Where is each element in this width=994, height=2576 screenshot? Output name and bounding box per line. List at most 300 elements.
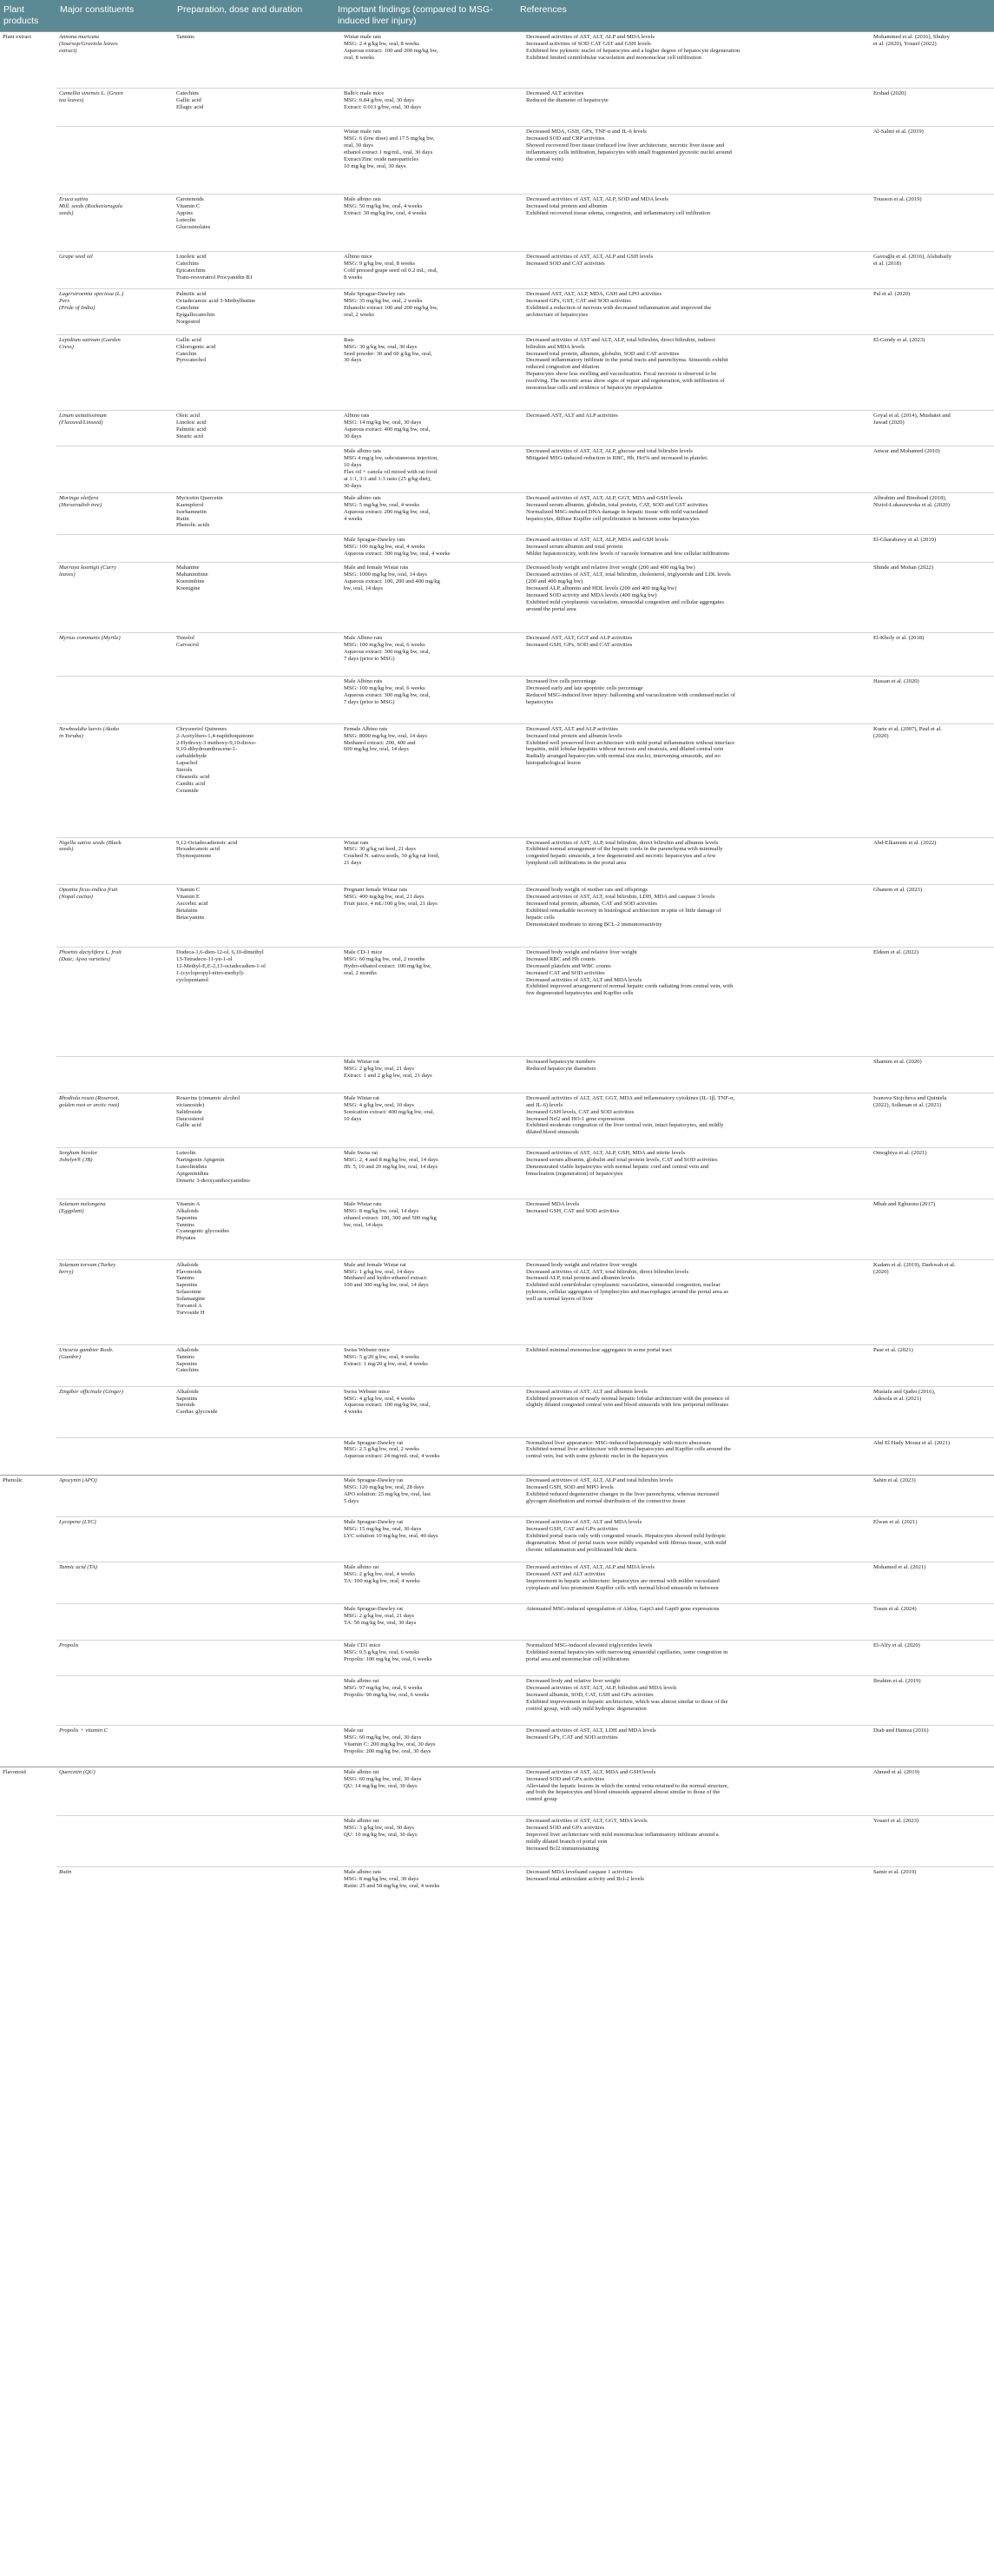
preparation-item-list: [337, 1642, 514, 1663]
product-line: Sorghum bicolor: [59, 1150, 98, 1156]
reference-line: Shamim et al. (2020): [873, 1059, 922, 1066]
constituent-line: Luteolin: [176, 1150, 196, 1156]
product-line: Murraya koenigii (Curry: [59, 565, 116, 571]
finding-item: • control group, with only mild hydropic degeneration: [526, 1706, 868, 1713]
finding-item: • Increased CAT and SOD activities: [526, 970, 868, 977]
preparation-item: • Propolis: 90 mg/kg bw, oral, 6 weeks: [344, 1692, 514, 1699]
reference-cell: [871, 1816, 994, 1867]
table-row: [0, 563, 994, 633]
product-line: Quercetin (QU): [59, 1768, 95, 1775]
reference-cell: [871, 334, 994, 410]
product-line: in Yoruba): [59, 732, 83, 739]
reference-cell: [871, 32, 994, 89]
preparation-item: • Aqueous extract: 200 mg/kg bw, oral,: [344, 509, 514, 516]
preparation-item-list: [337, 448, 514, 489]
product-cell: [56, 1867, 174, 1903]
preparation-cell: [334, 633, 517, 677]
preparation-item-list: [337, 1869, 514, 1890]
category-cell: [0, 563, 56, 633]
constituent-line: Chlorogenic acid: [176, 343, 216, 350]
preparation-item: • QU: 14 mg/kg bw, oral, 30 days: [344, 1783, 514, 1790]
table-row: [0, 1816, 994, 1867]
constituent-line: Lapachol: [176, 760, 198, 767]
preparation-item: • MSG: 50 mg/kg bw, oral, 4 weeks: [344, 203, 514, 210]
finding-item: • Exhibited normal hepatocytes with narrowing sinusoidal capillaries, some congestion in: [526, 1649, 868, 1656]
preparation-cell: [334, 1344, 517, 1386]
findings-cell: [517, 1199, 871, 1259]
preparation-item: • Male Sprague-Dawley rat: [344, 1440, 514, 1447]
finding-item: • Decreased activities of AST, ALT, ALP, bilirubin and MDA levels: [526, 1685, 868, 1692]
constituent-line: Vitamin A: [176, 1200, 201, 1207]
header-cell: Important findings (compared to MSG-induced liver injury): [334, 0, 517, 32]
finding-item: • binucleation (regeneration) of hepatocytes: [526, 1171, 868, 1178]
constituent-line: Steroids: [176, 1402, 195, 1409]
finding-item: • Increased GPx, CAT and SOD activities: [526, 1734, 868, 1741]
finding-item: • hepatocytes: [526, 699, 868, 706]
finding-item: • Exhibited recovered tissue edema, congestion, and inflammatory cell infiltration: [526, 210, 868, 217]
preparation-cell: [334, 1386, 517, 1437]
preparation-item-list: [337, 1150, 514, 1171]
product-line: Annona muricata: [59, 34, 99, 40]
finding-item: • Decreased body weight and relative liver weight: [526, 949, 868, 956]
product-line: Nigella sativa seeds (Black: [59, 839, 122, 846]
preparation-item: • Ethanolic extract 100 and 200 mg/kg bw,: [344, 305, 514, 312]
finding-item: • Decreased activities of AST and ALT, ALP, total bilirubin, direct bilirubin, indirect: [526, 337, 868, 344]
category-cell: [0, 410, 56, 446]
finding-item: • Increased live cells percentage: [526, 678, 868, 685]
finding-item: • Increased SOD and CAT activities: [526, 261, 868, 268]
reference-line: Ghanem et al. (2023): [873, 887, 923, 893]
category-cell: [0, 723, 56, 837]
finding-item: • Milder hepatotoxicity, with few levels of vacuole formation and few cellular infiltrations: [526, 551, 868, 558]
finding-item-list: [519, 129, 868, 163]
finding-item: • Decreased activities of ALT, AST, GGT, MDA and inflammatory cytokines (IL-1β, TNF-α,: [526, 1095, 868, 1102]
preparation-cell: [334, 1199, 517, 1259]
findings-cell: [517, 723, 871, 837]
reference-line: Hassan et al. (2020): [873, 678, 919, 685]
finding-item: • Hepatocytes show less swelling and vacuolization. Focal necrosis is observed to be: [526, 371, 868, 378]
preparation-item: • Male Albino rats: [344, 678, 514, 685]
finding-item: • Increased hepatocyte numbers: [526, 1059, 868, 1066]
preparation-item: • Methanol extract: 200, 400 and: [344, 740, 514, 747]
constituent-line: 13-Tetradece-11-yn-1-ol: [176, 955, 233, 962]
finding-item-list: [519, 1642, 868, 1663]
findings-cell: [517, 492, 871, 534]
product-cell: [56, 1816, 174, 1867]
reference-cell: [871, 289, 994, 334]
preparation-cell: [334, 1725, 517, 1767]
preparation-item-list: [337, 413, 514, 440]
finding-item: • (200 and 400 mg/kg bw): [526, 578, 868, 585]
preparation-item-list: [337, 254, 514, 281]
preparation-cell: [334, 1093, 517, 1147]
reference-line: Ahmed et al. (2019): [873, 1768, 920, 1775]
preparation-item: • Male Sprague-Dawley rats: [344, 291, 514, 298]
finding-item-list: [519, 1440, 868, 1461]
preparation-item: • MSG: 1 g/kg bw, oral, 14 days: [344, 1269, 514, 1276]
table-row: [0, 251, 994, 289]
finding-item-list: [519, 1389, 868, 1410]
category-cell: [0, 1344, 56, 1386]
reference-line: Pal et al. (2020): [873, 291, 911, 298]
finding-item: • Exhibited improved arrangement of normal hepatic cords radiating from central vein, with: [526, 983, 868, 990]
product-cell: [56, 1476, 174, 1517]
preparation-item: • Vitamin C: 200 mg/kg bw, oral, 30 days: [344, 1741, 514, 1748]
table-row: [0, 1767, 994, 1816]
constituent-line: Catechins: [176, 90, 200, 97]
finding-item: • Increased SOD and CRP activities: [526, 135, 868, 142]
preparation-item: • Flax oil + canola oil mixed with rat food: [344, 469, 514, 476]
product-line: Rhodiola rosea (Roseroot,: [59, 1094, 120, 1101]
product-line: Propolis: [59, 1641, 79, 1648]
preparation-item: • Male albino rat: [344, 1678, 514, 1685]
findings-cell: [517, 1437, 871, 1476]
finding-item: • Reduced MSG-induced liver injury: ballooning and vacuolization with condensed nuclei of: [526, 692, 868, 699]
preparation-item: • Crushed N. sativa seeds, 30 g/kg rat food,: [344, 853, 514, 860]
preparation-item-list: [337, 1606, 514, 1627]
product-line: Lagerstroemia speciosa (L.): [59, 291, 124, 298]
reference-line: Anwar and Mohamed (2010): [873, 448, 940, 455]
finding-item-list: [519, 840, 868, 868]
finding-item: • Decreased MDA levels: [526, 1201, 868, 1208]
finding-item: • chronic inflammation and proliferated bile ducts: [526, 1547, 868, 1554]
product-cell: [56, 1199, 174, 1259]
reference-line: Ibrahim et al. (2019): [873, 1678, 921, 1685]
product-cell: [56, 633, 174, 677]
finding-item-list: [519, 291, 868, 319]
reference-line: Mustafa and Qader (2016),: [873, 1388, 936, 1395]
product-line: Lycopene (LYC): [59, 1519, 96, 1526]
constituent-line: Torvanol A: [176, 1303, 202, 1310]
preparation-item: • Wistar rats: [344, 840, 514, 847]
product-line: Jobelyn® (JB): [59, 1156, 93, 1163]
preparation-item: • MSG: 2.4 g/kg bw, oral, 8 weeks: [344, 41, 514, 48]
reference-line: Niziol-Lukaszewska et al. (2020): [873, 501, 950, 508]
finding-item: • Increased GSH, SOD and MPO levels: [526, 1484, 868, 1491]
constituents-cell: [174, 1476, 334, 1517]
product-line: (Gambir): [59, 1353, 81, 1360]
findings-cell: [517, 1604, 871, 1640]
preparation-cell: [334, 126, 517, 194]
preparation-item-list: [337, 1440, 514, 1461]
reference-line: Omogbiya et al. (2021): [873, 1150, 927, 1156]
findings-cell: [517, 837, 871, 885]
product-line: Propolis + vitamin C: [59, 1727, 109, 1734]
finding-item: • Reduced hepatocyte diameters: [526, 1066, 868, 1073]
preparation-item: • Male and female Wistar rats: [344, 565, 514, 571]
product-cell: [56, 885, 174, 948]
product-line: leaves): [59, 571, 76, 578]
findings-cell: [517, 1676, 871, 1726]
preparation-cell: [334, 534, 517, 563]
preparation-item: • MSG: 400 mg/kg bw, oral, 21 days: [344, 894, 514, 901]
constituents-cell: [174, 410, 334, 446]
preparation-item: • Hydro-ethanol extract: 100 mg/kg bw,: [344, 963, 514, 970]
finding-item-list: [519, 34, 868, 62]
preparation-cell: [334, 32, 517, 89]
product-line: Camellia sinensis L. (Green: [59, 90, 123, 97]
preparation-item: • MSG: 60 mg/kg bw, oral, 30 days: [344, 1734, 514, 1741]
preparation-item: • ethanol extract 1 mg/mL, oral, 30 days: [344, 149, 514, 156]
constituent-line: Carvacrol: [176, 641, 199, 648]
preparation-item-list: [337, 1769, 514, 1790]
constituents-cell: [174, 89, 334, 127]
reference-line: Shinde and Mohan (2022): [873, 565, 934, 571]
finding-item: • Exhibited moderate congestion of the liver central vein, intact hepatocytes, and mildly: [526, 1122, 868, 1129]
constituent-line: Tannins: [176, 1221, 194, 1228]
preparation-item: • JB: 5, 10 and 20 mg/kg bw, oral, 14 days: [344, 1164, 514, 1171]
product-line: (Eggplant): [59, 1207, 84, 1214]
product-cell: [56, 334, 174, 410]
table-row: [0, 534, 994, 563]
finding-item: • Demonstrated moderate to strong BCL-2 immunoreactivity: [526, 921, 868, 928]
category-cell: [0, 1640, 56, 1675]
reference-line: Tosun et al. (2024): [873, 1606, 917, 1613]
preparation-item: • Wistar male rats: [344, 34, 514, 41]
preparation-item: • MSG: 0.84 g/bw, oral, 30 days: [344, 97, 514, 104]
constituent-line: Appins: [176, 210, 194, 217]
constituent-line: Luteolin: [176, 217, 196, 224]
preparation-item-list: [337, 196, 514, 217]
finding-item-list: [519, 1477, 868, 1505]
finding-item: • Exhibited portal tracts only with congested vessels. Hepatocytes showed mild hydropic: [526, 1533, 868, 1540]
constituent-line: Solamargine: [176, 1296, 206, 1303]
findings-cell: [517, 1767, 871, 1816]
preparation-item: • at 1:1, 3:1 and 1:3 ratio (25 g/kg diet),: [344, 476, 514, 483]
table-row: [0, 1093, 994, 1147]
preparation-cell: [334, 289, 517, 334]
preparation-item: • Male Sprague-Dawley rat: [344, 1477, 514, 1484]
finding-item-list: [519, 495, 868, 523]
preparation-item: • Male albino rat: [344, 1769, 514, 1776]
finding-item: • Decreased body weight of mother rats and offsprings: [526, 887, 868, 894]
finding-item: • Decreased platelets and WBC counts: [526, 963, 868, 970]
constituents-cell: [174, 1199, 334, 1259]
category-cell: [0, 1604, 56, 1640]
preparation-item: • oral, 2 weeks: [344, 312, 514, 319]
constituents-cell: [174, 1344, 334, 1386]
preparation-item: • Male Wistar rat: [344, 1095, 514, 1102]
finding-item: • Increased SOD activity and MDA levels (400 mg/kg bw): [526, 592, 868, 599]
product-line: Tannic acid (TA): [59, 1564, 97, 1571]
preparation-cell: [334, 1816, 517, 1867]
product-line: Linum usitatissimum: [59, 412, 107, 419]
finding-item: • Increased serum albumin, globulin, total protein, CAT, SOD and GST activities: [526, 502, 868, 509]
reference-cell: [871, 1476, 994, 1517]
constituent-line: Canthic acid: [176, 780, 206, 787]
finding-item-list: [519, 1095, 868, 1136]
header-cell: [871, 0, 994, 32]
product-line: extract): [59, 47, 77, 54]
finding-item: • Exhibited minimal mononuclear aggregates in some portal tract: [526, 1347, 868, 1354]
constituent-line: 9,10-dihydroanthracene-1-: [176, 746, 238, 753]
preparation-item-list: [337, 495, 514, 523]
reference-line: (2020): [873, 1268, 889, 1275]
product-line: Pers: [59, 298, 70, 305]
preparation-item-list: [337, 1095, 514, 1123]
preparation-item: • Male CD-1 mice: [344, 949, 514, 956]
constituent-line: Saponins: [176, 1360, 198, 1367]
finding-item: • Decreased ALT activities: [526, 90, 868, 97]
preparation-item: • 5 days: [344, 1498, 514, 1505]
table-row: [0, 1259, 994, 1344]
findings-cell: [517, 289, 871, 334]
preparation-item: • 8 weeks: [344, 274, 514, 281]
constituent-line: Trans-resveratrol Procyanidin B1: [176, 274, 253, 281]
preparation-item: • MSG: 8000 mg/kg bw, oral, 14 days: [344, 733, 514, 740]
finding-item: • Decreased activities of AST, ALT and albumin levels: [526, 1389, 868, 1396]
constituent-line: Tannins: [176, 1275, 194, 1282]
preparation-cell: [334, 1148, 517, 1199]
preparation-item-list: [337, 887, 514, 908]
constituent-line: Koenimbine: [176, 578, 205, 585]
product-line: (Pride of India): [59, 305, 95, 312]
category-cell: [0, 126, 56, 194]
preparation-item: • MSG: 5 g/20 g bw, oral, 4 weeks: [344, 1354, 514, 1361]
table-row: [0, 126, 994, 194]
preparation-item-list: [337, 34, 514, 62]
finding-item: • Increased activities of SOD CAT GST and GSH levels: [526, 41, 868, 48]
preparation-item: • Propolis: 100 mg/kg bw, oral, 6 weeks: [344, 1656, 514, 1663]
finding-item-list: [519, 90, 868, 104]
preparation-item: • MSG: 1000 mg/kg bw, oral, 14 days: [344, 571, 514, 578]
finding-item: • inflammatory cells infiltration, hepatocytes with small fragmented pycnotic nuclei around: [526, 149, 868, 156]
preparation-item: • Male albino rats: [344, 495, 514, 502]
finding-item: • Increased ALP, total protein and albumin levels: [526, 1275, 868, 1282]
constituent-line: Mahanine: [176, 565, 200, 571]
reference-line: Eldeen et al. (2022): [873, 948, 918, 955]
preparation-item: • 10 days: [344, 462, 514, 469]
finding-item-list: [519, 565, 868, 612]
product-cell: [56, 446, 174, 492]
preparation-cell: [334, 1259, 517, 1344]
constituents-cell: [174, 1867, 334, 1903]
preparation-item-list: [337, 1678, 514, 1699]
constituent-line: Catechins: [176, 260, 200, 267]
constituents-cell: [174, 947, 334, 1056]
preparation-item: • Extract/Zinc oxide nanoparticles: [344, 156, 514, 163]
constituents-cell: [174, 289, 334, 334]
finding-item: • Decreased AST, ALT, GGT and ALP activities: [526, 635, 868, 642]
category-cell: [0, 633, 56, 677]
preparation-item: • TA: 100 mg/kg bw, oral, 4 weeks: [344, 1578, 514, 1585]
preparation-item: • Male albino rats: [344, 448, 514, 455]
preparation-item: • MSG: 6 (low dose) and 17.5 mg/kg bw,: [344, 135, 514, 142]
constituent-line: Luteolinidins: [176, 1163, 207, 1170]
finding-item: • Alleviated the hepatic lesions in which the central veins retained to the normal structure,: [526, 1783, 868, 1790]
table-row: [0, 195, 994, 251]
preparation-item: • 30 days: [344, 483, 514, 490]
constituent-line: 2-Acetylfuro-1,4-naphthoquinone: [176, 732, 254, 739]
reference-cell: [871, 251, 994, 289]
preparation-item: • MSG: 2 g/kg bw, oral, 21 days: [344, 1613, 514, 1620]
reference-cell: [871, 1604, 994, 1640]
constituent-line: Phenolic acids: [176, 522, 210, 529]
constituent-line: Pyrocatechol: [176, 357, 207, 364]
finding-item: • Increased GSH, GPx, SOD and CAT activities: [526, 642, 868, 649]
constituents-cell: [174, 1604, 334, 1640]
constituent-line: Flavonoids: [176, 1268, 202, 1275]
preparation-item: • Sonication extract: 400 mg/kg bw, oral,: [344, 1109, 514, 1116]
finding-item: • Increased albumin, SOD, CAT, GSH and GPx activities: [526, 1692, 868, 1699]
finding-item: • Decreased AST, ALT, ALP, MDA, GSH and LPO activities: [526, 291, 868, 298]
preparation-item-list: [337, 1727, 514, 1755]
preparation-item: • Aqueous extract: 300 mg/kg bw, oral,: [344, 649, 514, 656]
product-cell: [56, 1517, 174, 1562]
constituents-cell: [174, 1562, 334, 1604]
constituent-line: Salidroside: [176, 1108, 202, 1115]
constituent-line: vicianoside): [176, 1101, 205, 1108]
finding-item-list: [519, 1727, 868, 1741]
finding-item: • Normalized MSG-induced elevated triglycerides levels: [526, 1642, 868, 1649]
finding-item: • central vein, but with some pyknotic nuclei in the hepatocytes: [526, 1453, 868, 1460]
product-line: Zingiber officinale (Ginger): [59, 1388, 123, 1395]
category-cell: Flavonoid: [0, 1767, 56, 1816]
product-cell: [56, 1259, 174, 1344]
finding-item: • Normalized liver appearance: MSG-induced hepatomegaly with micro abscesses: [526, 1440, 868, 1447]
finding-item: • Decreased body weight and relative liver weight (200 and 400 mg/kg bw): [526, 565, 868, 571]
preparation-cell: [334, 195, 517, 251]
reference-line: Ivanova Stojcheva and Quintela: [873, 1094, 947, 1101]
preparation-item: • MSG: 100 mg/kg bw, oral, 4 weeks: [344, 544, 514, 551]
preparation-item: • Pregnant female Wistar rats: [344, 887, 514, 894]
reference-line: Diab and Hamza (2016): [873, 1727, 929, 1734]
category-cell: [0, 837, 56, 885]
constituent-line: Linoleic acid: [176, 419, 207, 426]
reference-cell: [871, 947, 994, 1056]
product-line: (Nopal cactus): [59, 893, 94, 900]
reference-line: Sahin et al. (2023): [873, 1477, 916, 1484]
product-cell: [56, 32, 174, 89]
finding-item-list: [519, 413, 868, 419]
constituents-cell: [174, 1437, 334, 1476]
preparation-item: • MSG: 4 g/kg bw, oral, 10 days: [344, 1102, 514, 1109]
reference-line: et al. (2020), Yousef (2022): [873, 40, 937, 47]
preparation-item: • Male Albino rats: [344, 635, 514, 642]
table-row: [0, 947, 994, 1056]
preparation-cell: [334, 885, 517, 948]
finding-item: • Decreased activities of AST, ALT, ALP and MDA levels: [526, 1564, 868, 1571]
product-cell: [56, 492, 174, 534]
finding-item: • Exhibited normal liver architecture with normal hepatocytes and Kupffer cells around the: [526, 1446, 868, 1453]
findings-cell: [517, 1344, 871, 1386]
reference-cell: [871, 534, 994, 563]
table-row: [0, 1148, 994, 1199]
constituent-line: Oleanolic acid: [176, 774, 210, 781]
constituent-line: Rosavins (cinnamic alcohol: [176, 1094, 240, 1101]
finding-item: • Decreased activities of AST, ALT, ALP, GSH, MDA and nitrite levels: [526, 1150, 868, 1157]
preparation-item: • MSG: 2.5 g/kg bw, oral, 2 weeks: [344, 1446, 514, 1453]
reference-line: El-Gharabawy et al. (2019): [873, 536, 937, 543]
finding-item-list: [519, 448, 868, 462]
finding-item: • Exhibited limited centrilobular vacuolation and mononuclear cell infiltration: [526, 55, 868, 62]
category-cell: [0, 251, 56, 289]
preparation-item-list: [337, 537, 514, 558]
table-row: [0, 1725, 994, 1767]
product-line: berry): [59, 1268, 74, 1275]
finding-item: • mildly dilated branch of portal vein: [526, 1839, 868, 1846]
preparation-item: • MSG: 60 mg/kg bw, oral, 2 months: [344, 956, 514, 963]
preparation-item: • Male albino rat: [344, 1564, 514, 1571]
preparation-cell: [334, 1604, 517, 1640]
product-cell: [56, 1093, 174, 1147]
constituents-cell: [174, 1148, 334, 1199]
preparation-item: • Aqueous extract: 100 mg/kg bw, oral,: [344, 1402, 514, 1409]
preparation-item: • MSG: 2 g/kg bw, oral, 21 days: [344, 1066, 514, 1073]
preparation-item: • Male albino rat: [344, 1818, 514, 1825]
preparation-cell: [334, 723, 517, 837]
constituent-line: Dimeric 3-deoxyanthocyanidins: [176, 1177, 250, 1184]
